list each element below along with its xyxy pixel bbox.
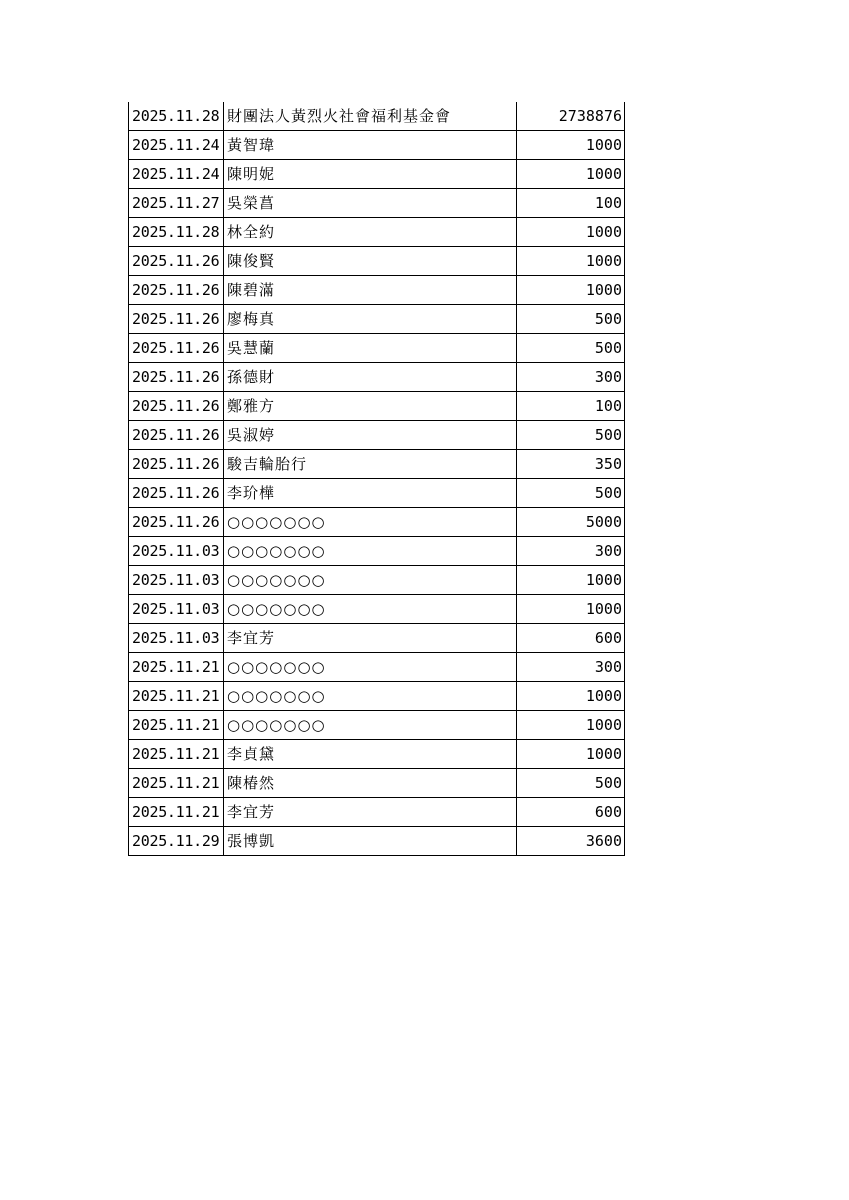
table-row [129, 827, 625, 856]
donor-name-cell: 張博凱 [224, 827, 517, 856]
amount-cell: 600 [517, 798, 625, 827]
donor-name-cell: ○○○○○○○ [224, 537, 517, 566]
donor-name-cell: 李玠樺 [224, 479, 517, 508]
amount-cell: 1000 [517, 566, 625, 595]
donor-name-cell: 陳俊賢 [224, 247, 517, 276]
amount-cell: 1000 [517, 595, 625, 624]
donor-name-cell: ○○○○○○○ [224, 595, 517, 624]
donor-name-cell: ○○○○○○○ [224, 682, 517, 711]
date-cell: 2025.11.03 [129, 595, 224, 624]
amount-cell: 2738876 [517, 102, 625, 131]
table-row [129, 682, 625, 711]
donor-name-cell: 孫德財 [224, 363, 517, 392]
date-cell: 2025.11.03 [129, 624, 224, 653]
date-cell: 2025.11.26 [129, 247, 224, 276]
table-row [129, 653, 625, 682]
donor-name-cell: 吳慧蘭 [224, 334, 517, 363]
date-cell: 2025.11.28 [129, 102, 224, 131]
amount-cell: 5000 [517, 508, 625, 537]
donor-name-cell: 廖梅真 [224, 305, 517, 334]
table-row [129, 595, 625, 624]
donor-name-cell: 李宜芳 [224, 798, 517, 827]
amount-cell: 1000 [517, 740, 625, 769]
date-cell: 2025.11.21 [129, 653, 224, 682]
donor-name-cell: 鄭雅方 [224, 392, 517, 421]
date-cell: 2025.11.27 [129, 189, 224, 218]
amount-cell: 100 [517, 189, 625, 218]
date-cell: 2025.11.26 [129, 305, 224, 334]
amount-cell: 500 [517, 305, 625, 334]
donor-name-cell: 李宜芳 [224, 624, 517, 653]
table-row [129, 450, 625, 479]
table-row [129, 160, 625, 189]
date-cell: 2025.11.24 [129, 131, 224, 160]
table-row [129, 218, 625, 247]
donor-name-cell: 駿吉輪胎行 [224, 450, 517, 479]
table-row [129, 131, 625, 160]
date-cell: 2025.11.21 [129, 798, 224, 827]
amount-cell: 1000 [517, 711, 625, 740]
table-row [129, 508, 625, 537]
amount-cell: 1000 [517, 682, 625, 711]
date-cell: 2025.11.24 [129, 160, 224, 189]
date-cell: 2025.11.29 [129, 827, 224, 856]
amount-cell: 300 [517, 653, 625, 682]
date-cell: 2025.11.26 [129, 392, 224, 421]
donor-name-cell: ○○○○○○○ [224, 653, 517, 682]
table-row [129, 537, 625, 566]
donation-table-body [129, 102, 625, 856]
amount-cell: 1000 [517, 131, 625, 160]
donor-name-cell: 陳明妮 [224, 160, 517, 189]
donor-name-cell: ○○○○○○○ [224, 711, 517, 740]
table-row [129, 392, 625, 421]
donor-name-cell: 林全約 [224, 218, 517, 247]
table-row [129, 479, 625, 508]
amount-cell: 500 [517, 334, 625, 363]
table-row [129, 334, 625, 363]
date-cell: 2025.11.21 [129, 711, 224, 740]
date-cell: 2025.11.03 [129, 537, 224, 566]
date-cell: 2025.11.03 [129, 566, 224, 595]
date-cell: 2025.11.26 [129, 421, 224, 450]
amount-cell: 1000 [517, 276, 625, 305]
donor-name-cell: 李貞黛 [224, 740, 517, 769]
table-row [129, 798, 625, 827]
date-cell: 2025.11.21 [129, 740, 224, 769]
date-cell: 2025.11.26 [129, 363, 224, 392]
amount-cell: 1000 [517, 247, 625, 276]
donor-name-cell: 陳椿然 [224, 769, 517, 798]
table-row [129, 769, 625, 798]
donor-name-cell: ○○○○○○○ [224, 566, 517, 595]
table-row [129, 740, 625, 769]
amount-cell: 1000 [517, 160, 625, 189]
amount-cell: 100 [517, 392, 625, 421]
donor-name-cell: 黃智瑋 [224, 131, 517, 160]
table-row [129, 276, 625, 305]
donor-name-cell: 吳榮菖 [224, 189, 517, 218]
date-cell: 2025.11.21 [129, 682, 224, 711]
date-cell: 2025.11.28 [129, 218, 224, 247]
amount-cell: 600 [517, 624, 625, 653]
donor-name-cell: 財團法人黃烈火社會福利基金會 [224, 102, 517, 131]
date-cell: 2025.11.26 [129, 479, 224, 508]
amount-cell: 3600 [517, 827, 625, 856]
amount-cell: 500 [517, 421, 625, 450]
donor-name-cell: 吳淑婷 [224, 421, 517, 450]
donation-table [128, 102, 625, 856]
table-row [129, 305, 625, 334]
date-cell: 2025.11.26 [129, 508, 224, 537]
table-row [129, 566, 625, 595]
table-row [129, 421, 625, 450]
table-row [129, 363, 625, 392]
table-row [129, 711, 625, 740]
date-cell: 2025.11.21 [129, 769, 224, 798]
amount-cell: 300 [517, 363, 625, 392]
date-cell: 2025.11.26 [129, 276, 224, 305]
table-row [129, 102, 625, 131]
table-row [129, 624, 625, 653]
date-cell: 2025.11.26 [129, 334, 224, 363]
donor-name-cell: 陳碧滿 [224, 276, 517, 305]
amount-cell: 350 [517, 450, 625, 479]
amount-cell: 500 [517, 769, 625, 798]
date-cell: 2025.11.26 [129, 450, 224, 479]
donor-name-cell: ○○○○○○○ [224, 508, 517, 537]
amount-cell: 500 [517, 479, 625, 508]
table-row [129, 189, 625, 218]
table-row [129, 247, 625, 276]
amount-cell: 1000 [517, 218, 625, 247]
amount-cell: 300 [517, 537, 625, 566]
